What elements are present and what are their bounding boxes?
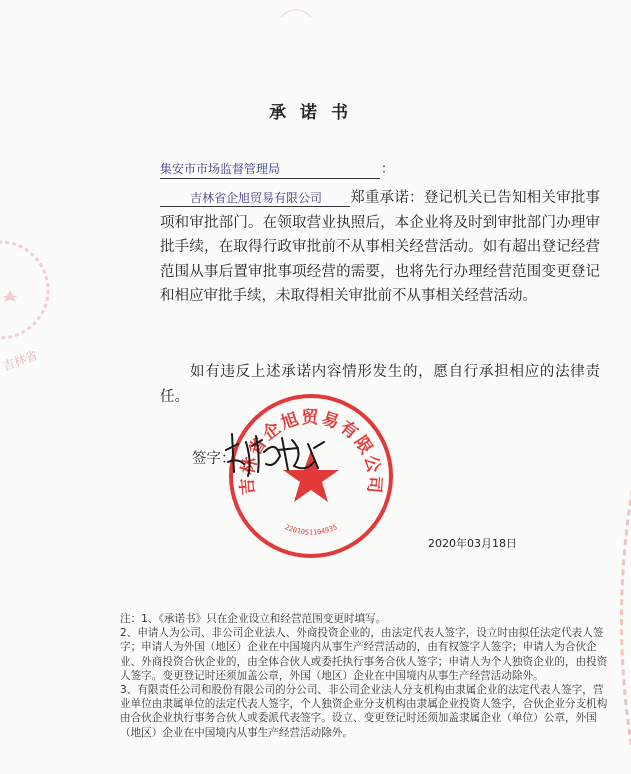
faint-stamp-top [276,2,316,22]
liability-paragraph: 如有违反上述承诺内容情形发生的，愿自行承担相应的法律责任。 [160,364,600,405]
commitment-paragraph [160,186,600,309]
note-item: 3、有限责任公司和股份有限公司的分公司、非公司企业法人分支机构由隶属企业的法定代表人签字，营业单位由隶属单位的法定代表人签字，个人独资企业分支机构由隶属企业投资人签字，合伙企业分支机构由合伙企业执行事务合伙人或委派代表签字。设立、变更登记时还须加盖隶属企业（单位）公章，外国（地区）企业在中国境内从事生产经营活动除外。 [120,684,608,739]
company-name-field: 吉林省企旭贸易有限公司 [160,190,350,207]
commitment-text: 郑重承诺：登记机关已告知相关审批事项和审批部门。在领取营业执照后，本企业将及时到审批部门办理审批手续，在取得行政审批前不从事相关经营活动。如有超出登记经营范围从事后置审批事项经营的需要，也将先行办理经营范围变更登记和相应审批手续，未取得相关审批前不从事相关经营活动。 [160,190,600,304]
faint-stamp-left [0,230,60,350]
svg-text:2201051104935 [284,523,339,536]
signing-date: 2020年03月18日 [428,537,517,550]
addressee-colon: ： [381,162,395,177]
addressee-field: 集安市市场监督管理局 [160,160,380,179]
page-title: 承诺书 [269,103,362,123]
seal-text: 吉林省企旭贸易有限公司 [237,407,385,496]
faint-stamp-left-text: 吉林省 [0,348,40,374]
note-item: 2、申请人为公司、非公司企业法人、外商投资企业的，由法定代表人签字，设立时由拟任法定代表人签字；申请人为外国（地区）企业在中国境内从事生产经营活动的，由有权签字人签字；申请人为合伙企业、外商投资合伙企业的，由全体合伙人或委托执行事务合伙人签字；申请人为个人独资企业的，由投资人签字。变更登记时还须加盖公章，外国（地区）企业在中国境内从事生产经营活动除外。 [120,627,608,682]
note-item: 注：1、《承诺书》只在企业设立和经营范围变更时填写。 [120,613,387,625]
handwritten-signature [218,422,338,482]
seal-number: 2201051104935 [283,523,339,537]
signature-label: 签字： [192,451,236,467]
notes-section [120,612,610,740]
